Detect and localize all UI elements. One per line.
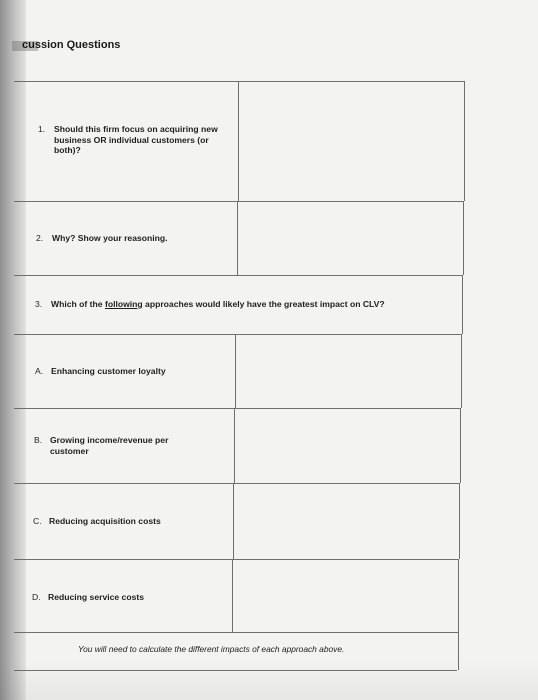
- option-letter: B.: [34, 435, 43, 445]
- table-border-right: [461, 334, 462, 408]
- option-c: [33, 516, 223, 527]
- row-divider: [14, 275, 463, 276]
- table-border-top: [14, 81, 464, 82]
- table-border-right: [463, 201, 464, 275]
- column-divider: [232, 559, 233, 632]
- table-border-right: [460, 408, 461, 483]
- underlined-word: following: [104, 299, 143, 309]
- option-letter: C.: [33, 516, 42, 526]
- question-number: 2.: [36, 233, 44, 243]
- footnote: You will need to calculate the different impacts of each approach above.: [78, 644, 345, 654]
- option-d: [32, 592, 222, 603]
- question-text: Why? Show your reasoning.: [52, 233, 168, 243]
- section-heading: cussion Questions: [22, 39, 121, 51]
- question-text: Should this firm focus on acquiring new business OR individual customers (or both)?: [54, 124, 218, 155]
- row-divider: [14, 408, 460, 409]
- row-divider: [14, 201, 464, 202]
- table-border-bottom: [14, 670, 457, 671]
- option-text: Reducing service costs: [48, 592, 145, 602]
- option-letter: D.: [32, 592, 41, 602]
- table-border-right: [464, 81, 465, 201]
- option-a: [35, 366, 225, 377]
- table-border-right: [459, 483, 460, 559]
- question-2: [36, 233, 226, 244]
- question-number: 3.: [35, 299, 43, 309]
- column-divider: [234, 408, 235, 483]
- option-letter: A.: [35, 366, 44, 376]
- column-divider: [235, 334, 236, 408]
- question-number: 1.: [38, 124, 46, 134]
- option-text: Enhancing customer loyalty: [51, 366, 166, 376]
- row-divider: [14, 483, 459, 484]
- question-text: Which of the following approaches would likely have the greatest impact on CLV?: [51, 299, 385, 309]
- option-text: Growing income/revenue per customer: [50, 435, 169, 456]
- row-divider: [14, 559, 458, 560]
- table-border-right: [458, 559, 459, 670]
- question-3: [35, 299, 455, 310]
- column-divider: [233, 483, 234, 559]
- column-divider: [238, 81, 239, 201]
- table-border-right: [462, 275, 463, 334]
- option-text: Reducing acquisition costs: [49, 516, 161, 526]
- column-divider: [237, 201, 238, 275]
- row-divider: [14, 632, 458, 633]
- question-1: [38, 124, 228, 156]
- option-b: [34, 435, 224, 456]
- row-divider: [14, 334, 461, 335]
